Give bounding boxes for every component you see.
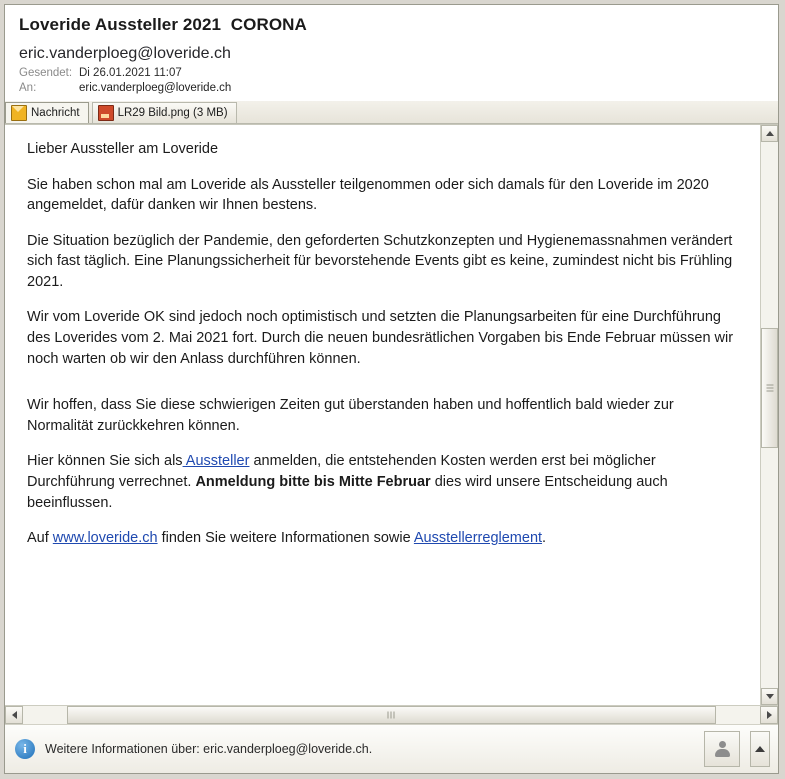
ausstellerreglement-link[interactable]: Ausstellerreglement xyxy=(413,530,543,547)
person-icon xyxy=(713,740,731,758)
vertical-scrollbar[interactable] xyxy=(760,125,778,705)
paragraph-5-text-a: Hier können Sie sich als xyxy=(27,453,183,470)
envelope-icon xyxy=(11,105,27,121)
meta-row-sent xyxy=(19,67,764,79)
paragraph-5-text-c: dies wird unsere Entscheidung auch beeinflussen. xyxy=(27,473,668,511)
expand-people-pane-button[interactable] xyxy=(750,731,770,767)
message-text xyxy=(5,125,760,705)
paragraph-6-text-c: . xyxy=(542,530,547,547)
tab-attachment-label: LR29 Bild.png (3 MB) xyxy=(117,107,228,119)
status-bar xyxy=(5,724,778,773)
sent-value: Di 26.01.2021 11:07 xyxy=(79,67,182,79)
aussteller-link[interactable]: Aussteller xyxy=(182,453,250,470)
meta-row-to xyxy=(19,82,764,94)
paragraph-6-text-b: finden Sie weitere Informationen sowie xyxy=(157,530,414,547)
tab-message-label: Nachricht xyxy=(31,107,80,119)
status-text: Weitere Informationen über: eric.vanderploeg@loveride.ch. xyxy=(45,742,373,756)
horizontal-scroll-track[interactable] xyxy=(23,706,760,724)
scroll-down-button[interactable] xyxy=(761,688,778,705)
grip-icon xyxy=(766,384,773,391)
horizontal-scrollbar[interactable] xyxy=(5,705,778,724)
email-reading-window xyxy=(4,4,779,774)
horizontal-scroll-thumb[interactable] xyxy=(67,706,716,724)
contact-photo-placeholder[interactable] xyxy=(704,731,740,767)
paragraph-5-bold: Anmeldung bitte bis Mitte Februar xyxy=(195,473,431,490)
paragraph-6-text-a: Auf xyxy=(27,530,53,547)
paragraph-4: Wir hoffen, dass Sie diese schwierigen Zeiten gut überstanden haben und hoffentlich bald wieder zur Normalität zurückkehren können. xyxy=(27,397,674,434)
grip-icon xyxy=(388,712,395,719)
paragraph-5 xyxy=(27,451,742,513)
sender-address[interactable]: eric.vanderploeg@loveride.ch xyxy=(19,45,231,62)
chevron-right-icon xyxy=(767,711,772,719)
chevron-left-icon xyxy=(12,711,17,719)
attachment-tabbar xyxy=(5,101,778,124)
to-label: An: xyxy=(19,82,37,94)
paragraph-1: Sie haben schon mal am Loveride als Aussteller teilgenommen oder sich damals für den Loveride im 2020 angemeldet, dafür danken wir Ihnen bestens. xyxy=(27,176,709,214)
tab-message[interactable] xyxy=(5,102,89,123)
scroll-left-button[interactable] xyxy=(5,706,23,724)
scroll-right-button[interactable] xyxy=(760,706,778,724)
page-title: Loveride Aussteller 2021 CORONA xyxy=(19,15,307,34)
image-icon xyxy=(98,105,114,121)
chevron-up-icon xyxy=(755,746,765,752)
sent-label: Gesendet: xyxy=(19,67,73,79)
vertical-scroll-track[interactable] xyxy=(761,142,778,688)
message-body-area xyxy=(5,124,778,705)
to-value[interactable]: eric.vanderploeg@loveride.ch xyxy=(79,82,232,94)
paragraph-2: Die Situation bezüglich der Pandemie, den geforderten Schutzkonzepten und Hygienemassnahmen verändert sich fast täglich. Eine Planungssicherheit für bevorstehende Events gibt es keine, zumindest nicht bis Frühling 2021. xyxy=(27,232,733,290)
info-icon: i xyxy=(15,739,35,759)
email-header xyxy=(5,5,778,94)
vertical-scroll-thumb[interactable] xyxy=(761,328,778,448)
paragraph-6 xyxy=(27,528,742,549)
loveride-website-link[interactable]: www.loveride.ch xyxy=(52,530,158,547)
paragraph-5-text-b: anmelden, die entstehenden Kosten werden erst bei möglicher Durchführung verrechnet. xyxy=(27,453,656,490)
paragraph-3: Wir vom Loveride OK sind jedoch noch optimistisch und setzten die Planungsarbeiten für eine Durchführung des Loverides vom 2. Mai 2021 fort. Durch die neuen bundesrätlichen Vorgaben bis Ende Februar müssen wir noch warten ob wir den Anlass durchführen können. xyxy=(27,309,734,367)
tab-attachment-image[interactable] xyxy=(92,102,237,123)
chevron-down-icon xyxy=(766,694,774,699)
chevron-up-icon xyxy=(766,131,774,136)
paragraph-greeting: Lieber Aussteller am Loveride xyxy=(27,141,219,157)
scroll-up-button[interactable] xyxy=(761,125,778,142)
